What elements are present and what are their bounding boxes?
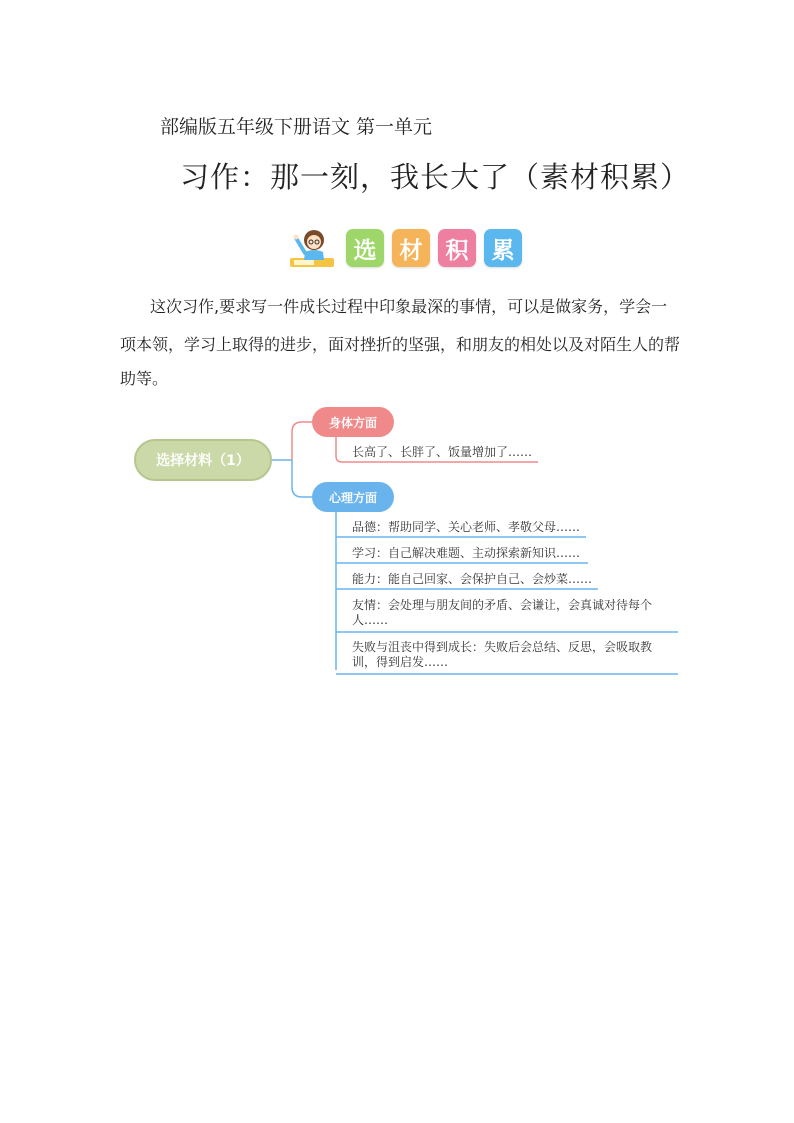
banner-tile-4: 累	[484, 229, 522, 267]
leaf-morality: 品德：帮助同学、关心老师、孝敬父母……	[352, 520, 581, 534]
leaf-failure: 失败与沮丧中得到成长：失败后会总结、反思，会吸取教训，得到启发……	[352, 640, 653, 669]
intro-line-1: 这次习作,要求写一件成长过程中印象最深的事情，可以是做家务，学会一	[150, 297, 668, 316]
leaf-study: 学习：自己解决难题、主动探索新知识……	[352, 546, 581, 560]
banner-tile-1: 选	[346, 229, 384, 267]
leaf-friendship: 友情：会处理与朋友间的矛盾、会谦让，会真诚对待每个人……	[352, 598, 653, 627]
banner-tile-2: 材	[392, 229, 430, 267]
branch-psychological: 心理方面	[312, 482, 394, 512]
unit-subtitle: 部编版五年级下册语文 第一单元	[160, 116, 433, 138]
mindmap-root: 选择材料（1）	[134, 439, 272, 481]
leaf-ability: 能力：能自己回家、会保护自己、会炒菜……	[352, 572, 593, 586]
branch-physical: 身体方面	[312, 407, 394, 437]
leaf-physical-1: 长高了、长胖了、饭量增加了……	[352, 445, 533, 459]
intro-line-2: 项本领，学习上取得的进步，面对挫折的坚强，和朋友的相处以及对陌生人的帮	[120, 335, 681, 354]
intro-line-3: 助等。	[120, 369, 169, 388]
page-title: 习作：那一刻，我长大了（素材积累）	[180, 160, 691, 194]
banner-tile-3: 积	[438, 229, 476, 267]
